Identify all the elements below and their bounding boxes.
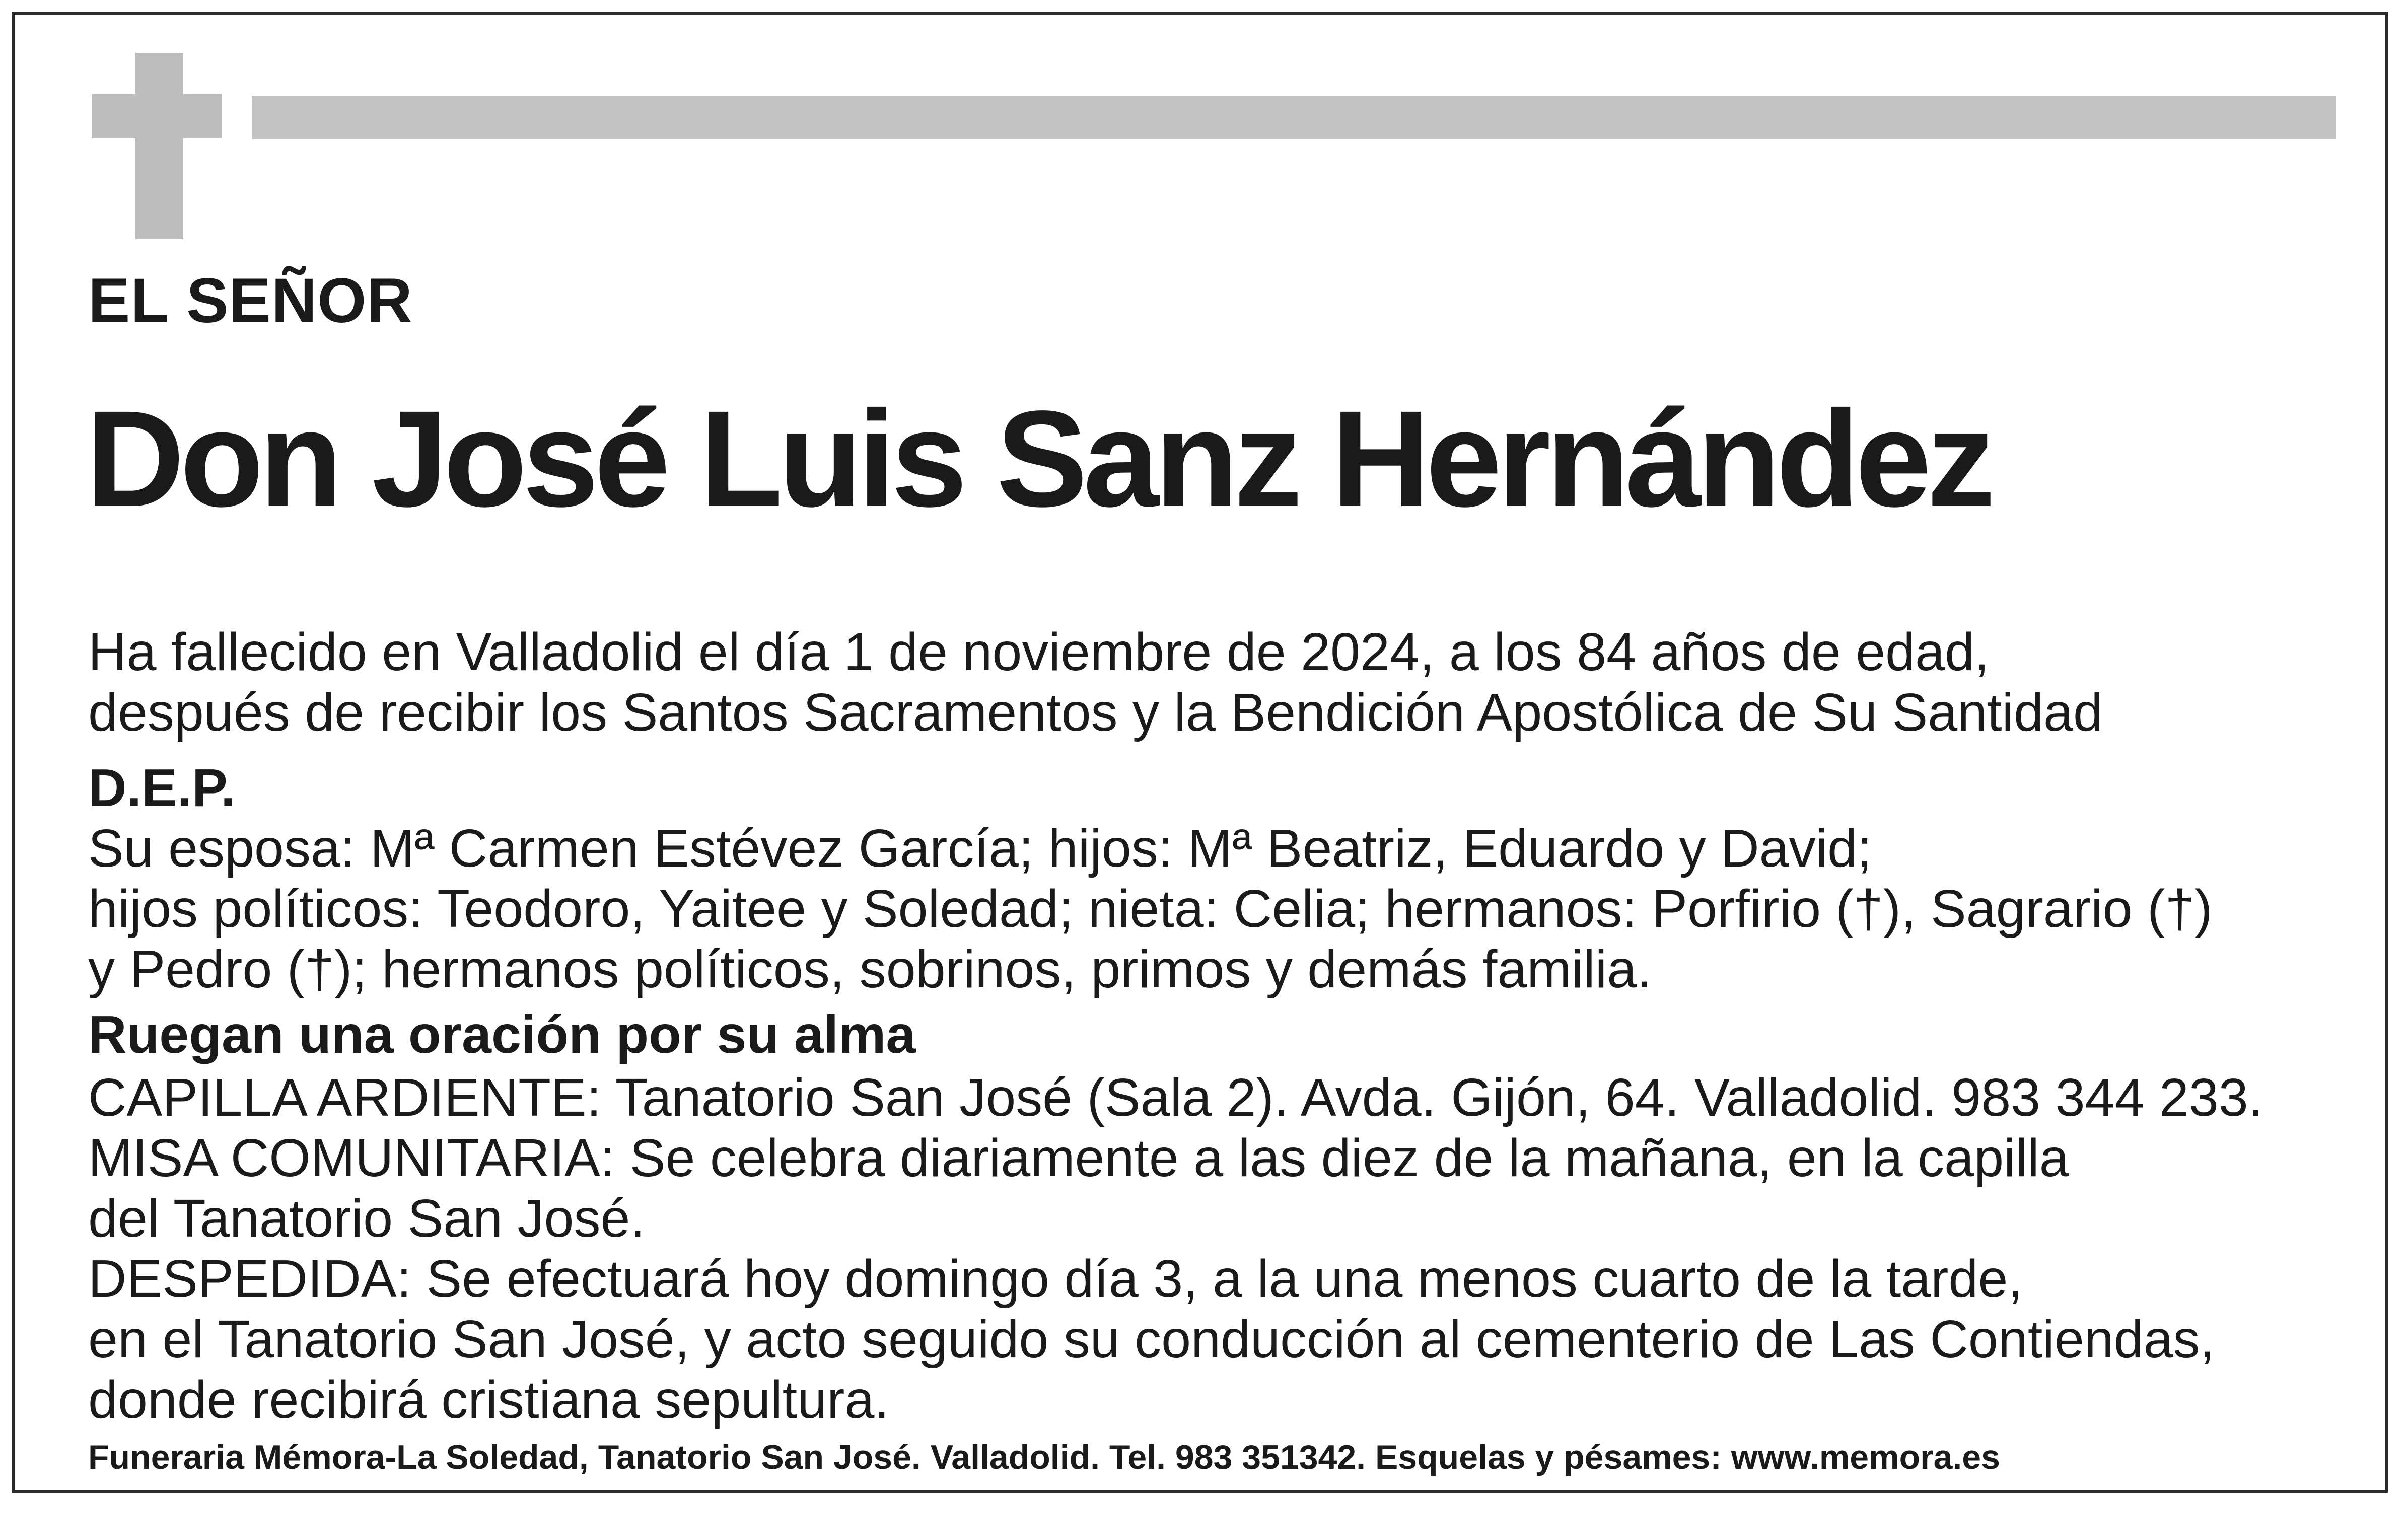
notice-heading: EL SEÑOR bbox=[88, 266, 413, 336]
details-line: del Tanatorio San José. bbox=[88, 1189, 645, 1248]
announcement-line: Ha fallecido en Valladolid el día 1 de noviembre de 2024, a los 84 años de edad, bbox=[88, 622, 1990, 682]
cross-horizontal-bar bbox=[92, 94, 222, 138]
announcement-paragraph bbox=[88, 622, 2344, 743]
family-line: hijos políticos: Teodoro, Yaitee y Soledad; nieta: Celia; hermanos: Porfirio (†), Sagrario (†) bbox=[88, 879, 2213, 939]
family-line: Su esposa: Mª Carmen Estévez García; hijos: Mª Beatriz, Eduardo y David; bbox=[88, 819, 1872, 878]
details-line: DESPEDIDA: Se efectuará hoy domingo día 3, a la una menos cuarto de la tarde, bbox=[88, 1249, 2023, 1309]
details-line: donde recibirá cristiana sepultura. bbox=[88, 1370, 889, 1429]
dep-label: D.E.P. bbox=[88, 758, 236, 818]
family-paragraph bbox=[88, 818, 2344, 999]
announcement-line: después de recibir los Santos Sacramentos y la Bendición Apostólica de Su Santidad bbox=[88, 683, 2103, 742]
deceased-name: Don José Luis Sanz Hernández bbox=[86, 382, 1991, 535]
header-rule bbox=[252, 96, 2336, 139]
service-details bbox=[88, 1067, 2344, 1430]
cross-vertical-bar bbox=[135, 53, 183, 239]
family-line: y Pedro (†); hermanos políticos, sobrinos, primos y demás familia. bbox=[88, 940, 1652, 999]
details-line: en el Tanatorio San José, y acto seguido su conducción al cementerio de Las Contiendas, bbox=[88, 1310, 2215, 1369]
funeral-home-footer: Funeraria Mémora-La Soledad, Tanatorio San José. Valladolid. Tel. 983 351342. Esquelas y pésames: www.memora.es bbox=[88, 1438, 2000, 1476]
details-line: CAPILLA ARDIENTE: Tanatorio San José (Sala 2). Avda. Gijón, 64. Valladolid. 983 344 233. bbox=[88, 1068, 2263, 1127]
prayer-request: Ruegan una oración por su alma bbox=[88, 1005, 916, 1064]
details-line: MISA COMUNITARIA: Se celebra diariamente a las diez de la mañana, en la capilla bbox=[88, 1128, 2069, 1188]
